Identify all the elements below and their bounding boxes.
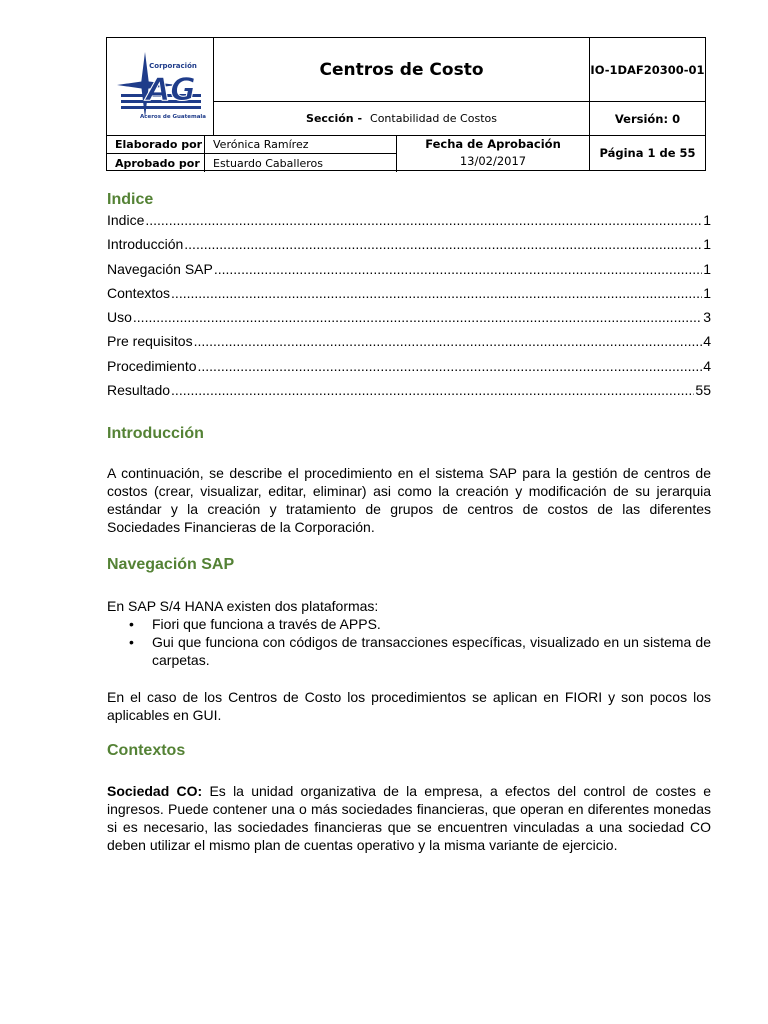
logo-top-text: Corporación (149, 62, 197, 70)
toc-leader (194, 333, 703, 349)
intro-heading: Introducción (107, 425, 204, 442)
toc-leader (145, 212, 702, 228)
toc-label: Navegación SAP (107, 261, 213, 277)
sociedad-co-definition: Es la unidad organizativa de la empresa, a efectos del control de costes e ingresos. Puede contener una o más sociedades financieras, que operan en diferentes monedas si es necesario, las sociedades financieras que se encuentren vinculadas a una sociedad CO deben utilizar el mismo plan de cuentas operativo y la misma variante de ejercicio. (107, 783, 712, 853)
toc-page: 1 (703, 212, 711, 228)
section-label: Sección - (306, 112, 363, 125)
toc-entry[interactable] (107, 358, 711, 376)
toc-label: Uso (107, 309, 132, 325)
toc-label: Procedimiento (107, 358, 197, 374)
document-header-table (106, 37, 706, 171)
toc-label: Resultado (107, 382, 171, 398)
section-value: Contabilidad de Costos (370, 112, 497, 125)
toc-page: 4 (703, 333, 711, 349)
toc-page: 3 (703, 309, 711, 325)
toc-leader (171, 285, 702, 301)
logo-letters: AG (146, 72, 196, 108)
toc-entry[interactable] (107, 309, 711, 327)
toc-entry[interactable] (107, 212, 711, 230)
nav-heading: Navegación SAP (107, 556, 235, 573)
toc-entry[interactable] (107, 285, 711, 303)
page-count: Página 1 de 55 (599, 146, 696, 160)
aprobado-value: Estuardo Caballeros (205, 154, 397, 172)
toc-page: 4 (703, 358, 711, 374)
list-item: • Gui que funciona con códigos de transacciones específicas, visualizado en un sistema de carpetas. (107, 633, 711, 669)
toc-entry[interactable] (107, 333, 711, 351)
toc-leader (133, 309, 702, 325)
nav-paragraph: En el caso de los Centros de Costo los procedimientos se aplican en FIORI y son pocos los aplicables en GUI. (107, 689, 711, 723)
fecha-cell (397, 136, 590, 170)
toc-page: 1 (703, 236, 711, 252)
toc-page: 55 (695, 382, 711, 398)
intro-paragraph: A continuación, se describe el procedimiento en el sistema SAP para la gestión de centros de costos (crear, visualizar, editar, eliminar) asi como la creación y modificación de su jerarquia estándar y la creación y tratamiento de grupos de centros de costos de las diferentes Sociedades Financieras de la Corporación. (107, 465, 711, 535)
toc-page: 1 (703, 285, 711, 301)
contextos-paragraph (107, 782, 711, 854)
toc-label: Pre requisitos (107, 333, 193, 349)
toc-entry[interactable] (107, 236, 711, 254)
nav-lead: En SAP S/4 HANA existen dos plataformas: (107, 598, 379, 614)
contextos-heading: Contextos (107, 742, 186, 759)
aprobado-label: Aprobado por (107, 154, 205, 172)
toc-label: Introducción (107, 236, 184, 252)
document-title: Centros de Costo (214, 38, 590, 102)
fecha-value: 13/02/2017 (459, 154, 527, 168)
toc-label: Indice (107, 212, 145, 228)
toc-label: Contextos (107, 285, 171, 301)
corporation-logo (107, 38, 214, 136)
elaborado-label: Elaborado por (107, 136, 205, 154)
toc-entry[interactable] (107, 382, 711, 400)
toc-page: 1 (703, 261, 711, 277)
toc-leader (184, 236, 702, 252)
toc-entry[interactable] (107, 261, 711, 279)
sociedad-co-term: Sociedad CO: (107, 783, 203, 799)
toc-leader (171, 382, 694, 398)
logo-cell (107, 38, 214, 136)
toc-leader (198, 358, 703, 374)
version-label: Versión: 0 (590, 102, 705, 136)
elaborado-value: Verónica Ramírez (205, 136, 397, 154)
list-item: • Fiori que funciona a través de APPS. (107, 615, 711, 633)
fecha-label: Fecha de Aprobación (425, 137, 561, 151)
index-heading: Indice (107, 191, 154, 208)
toc-leader (214, 261, 702, 277)
nav-bullet-list (107, 615, 711, 669)
document-code: IO-1DAF20300-01 (590, 38, 705, 102)
section-cell (214, 102, 590, 136)
logo-sub-text: Aceros de Guatemala (139, 114, 207, 120)
